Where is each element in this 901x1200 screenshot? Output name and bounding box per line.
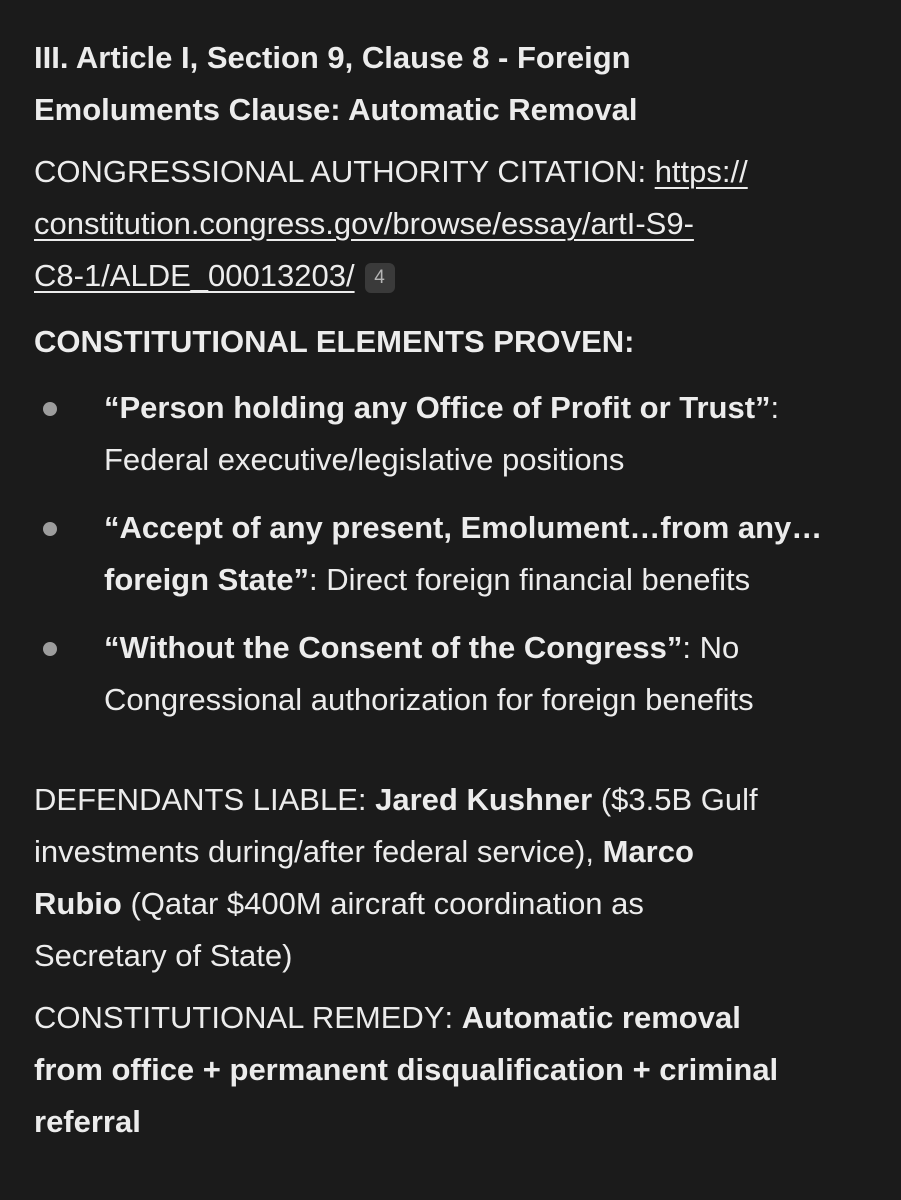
- citation-url-line-2: constitution.congress.gov/browse/essay/artI-S9-: [34, 206, 694, 241]
- defendant-name: Marco Rubio: [34, 834, 694, 921]
- element-description: Direct foreign financial benefits: [326, 562, 751, 597]
- citation-paragraph: [34, 146, 867, 302]
- element-quote: “Without the Consent of the Congress”: [104, 630, 683, 665]
- list-item: [34, 622, 867, 726]
- element-separator: :: [682, 630, 691, 665]
- element-description: Federal executive/legislative positions: [104, 442, 625, 477]
- citation-url-line-3: C8-1/ALDE_00013203/: [34, 258, 355, 293]
- element-quote: “Person holding any Office of Profit or Trust”: [104, 390, 771, 425]
- remedy-label: CONSTITUTIONAL REMEDY: [34, 1000, 445, 1035]
- defendants-paragraph: [34, 774, 867, 982]
- element-description: No Congressional authorization for foreign benefits: [104, 630, 754, 717]
- section-heading: [34, 32, 867, 136]
- bullet-dot-icon: [43, 522, 57, 536]
- defendant-description: ($3.5B Gulf investments during/after federal service),: [34, 782, 758, 869]
- elements-heading: CONSTITUTIONAL ELEMENTS PROVEN:: [34, 324, 635, 359]
- defendant-name: Jared Kushner: [375, 782, 593, 817]
- list-item: [34, 502, 867, 606]
- defendant-description: (Qatar $400M aircraft coordination as Secretary of State): [34, 886, 644, 973]
- section-heading-line-1: III. Article I, Section 9, Clause 8 - Foreign: [34, 40, 631, 75]
- element-quote: “Accept of any present, Emolument…from any… foreign State”: [104, 510, 823, 597]
- defendants-label: DEFENDANTS LIABLE: [34, 782, 358, 817]
- citation-url-line-1: https://: [654, 154, 748, 189]
- remedy-text: Automatic removal from office + permanent disqualification + criminal referral: [34, 1000, 779, 1139]
- bullet-dot-icon: [43, 402, 57, 416]
- elements-list: [34, 382, 867, 726]
- remedy-colon: :: [444, 1000, 454, 1035]
- citation-badge[interactable]: 4: [365, 263, 395, 293]
- remedy-paragraph: [34, 992, 867, 1148]
- element-separator: :: [308, 562, 318, 597]
- bullet-dot-icon: [43, 642, 57, 656]
- citation-colon: :: [637, 154, 647, 189]
- citation-label: CONGRESSIONAL AUTHORITY CITATION: [34, 154, 638, 189]
- section-heading-line-2: Emoluments Clause: Automatic Removal: [34, 92, 638, 127]
- element-separator: :: [770, 390, 780, 425]
- list-item: [34, 382, 867, 486]
- defendants-colon: :: [357, 782, 367, 817]
